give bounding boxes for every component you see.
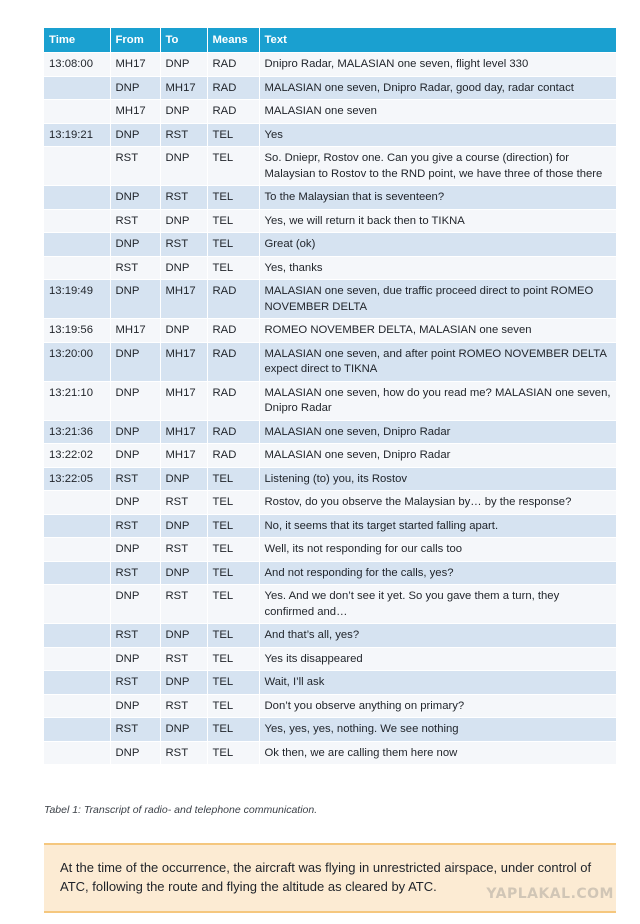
table-row — [44, 514, 616, 538]
to-cell: RST — [160, 186, 207, 210]
text-cell: Dnipro Radar, MALASIAN one seven, flight level 330 — [259, 53, 616, 77]
table-row — [44, 647, 616, 671]
table-row — [44, 694, 616, 718]
time-cell: 13:21:10 — [44, 381, 110, 420]
text-cell: To the Malaysian that is seventeen? — [259, 186, 616, 210]
means-cell: RAD — [207, 381, 259, 420]
watermark: YAPLAKAL.COM — [486, 886, 614, 902]
to-cell: MH17 — [160, 342, 207, 381]
from-cell: DNP — [110, 280, 160, 319]
from-cell: DNP — [110, 342, 160, 381]
means-cell: RAD — [207, 342, 259, 381]
means-cell: TEL — [207, 694, 259, 718]
means-cell: TEL — [207, 233, 259, 257]
table-row — [44, 444, 616, 468]
to-cell: RST — [160, 491, 207, 515]
means-cell: TEL — [207, 647, 259, 671]
to-cell: DNP — [160, 624, 207, 648]
time-cell — [44, 741, 110, 764]
table-row — [44, 76, 616, 100]
header-from: From — [110, 28, 160, 53]
time-cell — [44, 186, 110, 210]
to-cell: DNP — [160, 561, 207, 585]
callout-box — [44, 843, 616, 913]
from-cell: RST — [110, 718, 160, 742]
header-means: Means — [207, 28, 259, 53]
text-cell: MALASIAN one seven, how do you read me? MALASIAN one seven, Dnipro Radar — [259, 381, 616, 420]
to-cell: MH17 — [160, 76, 207, 100]
from-cell: RST — [110, 147, 160, 186]
table-row — [44, 186, 616, 210]
text-cell: Yes — [259, 123, 616, 147]
means-cell: RAD — [207, 280, 259, 319]
from-cell: RST — [110, 671, 160, 695]
callout-text: At the time of the occurrence, the aircraft was flying in unrestricted airspace, under control of ATC, following the route and flying the altitude as cleared by ATC. — [60, 860, 592, 894]
table-row — [44, 420, 616, 444]
to-cell: DNP — [160, 467, 207, 491]
to-cell: RST — [160, 233, 207, 257]
time-cell — [44, 233, 110, 257]
means-cell: RAD — [207, 100, 259, 124]
table-row — [44, 538, 616, 562]
text-cell: MALASIAN one seven, due traffic proceed direct to point ROMEO NOVEMBER DELTA — [259, 280, 616, 319]
table-row — [44, 319, 616, 343]
from-cell: DNP — [110, 123, 160, 147]
text-cell: Wait, I’ll ask — [259, 671, 616, 695]
transcript-body — [44, 53, 616, 765]
from-cell: MH17 — [110, 319, 160, 343]
from-cell: DNP — [110, 444, 160, 468]
table-row — [44, 342, 616, 381]
text-cell: No, it seems that its target started falling apart. — [259, 514, 616, 538]
from-cell: DNP — [110, 741, 160, 764]
from-cell: DNP — [110, 491, 160, 515]
table-caption: Tabel 1: Transcript of radio- and telephone communication. — [44, 804, 318, 816]
means-cell: TEL — [207, 491, 259, 515]
text-cell: MALASIAN one seven — [259, 100, 616, 124]
time-cell — [44, 624, 110, 648]
table-row — [44, 100, 616, 124]
means-cell: TEL — [207, 561, 259, 585]
to-cell: DNP — [160, 671, 207, 695]
time-cell: 13:22:05 — [44, 467, 110, 491]
table-row — [44, 233, 616, 257]
from-cell: RST — [110, 514, 160, 538]
means-cell: RAD — [207, 319, 259, 343]
to-cell: MH17 — [160, 280, 207, 319]
text-cell: Rostov, do you observe the Malaysian by… by the response? — [259, 491, 616, 515]
table-row — [44, 256, 616, 280]
to-cell: MH17 — [160, 444, 207, 468]
from-cell: RST — [110, 624, 160, 648]
means-cell: RAD — [207, 53, 259, 77]
time-cell: 13:08:00 — [44, 53, 110, 77]
from-cell: DNP — [110, 585, 160, 624]
means-cell: TEL — [207, 671, 259, 695]
from-cell: DNP — [110, 647, 160, 671]
to-cell: DNP — [160, 256, 207, 280]
text-cell: Don’t you observe anything on primary? — [259, 694, 616, 718]
table-row — [44, 561, 616, 585]
text-cell: MALASIAN one seven, Dnipro Radar — [259, 420, 616, 444]
from-cell: MH17 — [110, 53, 160, 77]
header-text: Text — [259, 28, 616, 53]
table-row — [44, 671, 616, 695]
text-cell: Well, its not responding for our calls too — [259, 538, 616, 562]
to-cell: DNP — [160, 319, 207, 343]
table-row — [44, 209, 616, 233]
text-cell: Listening (to) you, its Rostov — [259, 467, 616, 491]
time-cell — [44, 209, 110, 233]
table-row — [44, 381, 616, 420]
from-cell: RST — [110, 209, 160, 233]
to-cell: RST — [160, 694, 207, 718]
text-cell: MALASIAN one seven, Dnipro Radar, good day, radar contact — [259, 76, 616, 100]
to-cell: MH17 — [160, 381, 207, 420]
means-cell: RAD — [207, 444, 259, 468]
table-row — [44, 123, 616, 147]
means-cell: TEL — [207, 147, 259, 186]
time-cell: 13:19:49 — [44, 280, 110, 319]
from-cell: DNP — [110, 538, 160, 562]
time-cell — [44, 76, 110, 100]
table-row — [44, 467, 616, 491]
from-cell: DNP — [110, 420, 160, 444]
to-cell: DNP — [160, 53, 207, 77]
transcript-table — [44, 28, 616, 764]
from-cell: DNP — [110, 186, 160, 210]
time-cell: 13:20:00 — [44, 342, 110, 381]
time-cell — [44, 585, 110, 624]
means-cell: TEL — [207, 624, 259, 648]
to-cell: RST — [160, 123, 207, 147]
text-cell: Yes, we will return it back then to TIKNA — [259, 209, 616, 233]
header-to: To — [160, 28, 207, 53]
means-cell: TEL — [207, 209, 259, 233]
from-cell: DNP — [110, 694, 160, 718]
text-cell: Great (ok) — [259, 233, 616, 257]
table-row — [44, 718, 616, 742]
time-cell — [44, 694, 110, 718]
from-cell: RST — [110, 467, 160, 491]
from-cell: DNP — [110, 381, 160, 420]
table-row — [44, 147, 616, 186]
time-cell — [44, 671, 110, 695]
table-row — [44, 624, 616, 648]
text-cell: Yes, thanks — [259, 256, 616, 280]
to-cell: RST — [160, 741, 207, 764]
table-row — [44, 53, 616, 77]
means-cell: TEL — [207, 186, 259, 210]
text-cell: Yes its disappeared — [259, 647, 616, 671]
to-cell: RST — [160, 647, 207, 671]
to-cell: RST — [160, 585, 207, 624]
header-time: Time — [44, 28, 110, 53]
to-cell: MH17 — [160, 420, 207, 444]
means-cell: TEL — [207, 585, 259, 624]
means-cell: TEL — [207, 256, 259, 280]
time-cell — [44, 100, 110, 124]
to-cell: DNP — [160, 100, 207, 124]
table-header-row — [44, 28, 616, 53]
time-cell — [44, 491, 110, 515]
means-cell: RAD — [207, 420, 259, 444]
from-cell: RST — [110, 561, 160, 585]
text-cell: Yes, yes, yes, nothing. We see nothing — [259, 718, 616, 742]
means-cell: TEL — [207, 467, 259, 491]
text-cell: So. Dniepr, Rostov one. Can you give a course (direction) for Malaysian to Rostov to the RND point, we have three of those there — [259, 147, 616, 186]
from-cell: DNP — [110, 233, 160, 257]
text-cell: ROMEO NOVEMBER DELTA, MALASIAN one seven — [259, 319, 616, 343]
time-cell — [44, 718, 110, 742]
to-cell: DNP — [160, 147, 207, 186]
text-cell: And not responding for the calls, yes? — [259, 561, 616, 585]
from-cell: RST — [110, 256, 160, 280]
time-cell: 13:21:36 — [44, 420, 110, 444]
from-cell: DNP — [110, 76, 160, 100]
time-cell: 13:22:02 — [44, 444, 110, 468]
table-row — [44, 280, 616, 319]
to-cell: DNP — [160, 209, 207, 233]
means-cell: TEL — [207, 514, 259, 538]
text-cell: MALASIAN one seven, Dnipro Radar — [259, 444, 616, 468]
to-cell: RST — [160, 538, 207, 562]
time-cell — [44, 647, 110, 671]
text-cell: MALASIAN one seven, and after point ROMEO NOVEMBER DELTA expect direct to TIKNA — [259, 342, 616, 381]
text-cell: Ok then, we are calling them here now — [259, 741, 616, 764]
time-cell — [44, 538, 110, 562]
from-cell: MH17 — [110, 100, 160, 124]
to-cell: DNP — [160, 718, 207, 742]
time-cell — [44, 147, 110, 186]
means-cell: TEL — [207, 741, 259, 764]
means-cell: TEL — [207, 718, 259, 742]
means-cell: TEL — [207, 123, 259, 147]
time-cell: 13:19:21 — [44, 123, 110, 147]
text-cell: And that’s all, yes? — [259, 624, 616, 648]
time-cell — [44, 256, 110, 280]
time-cell: 13:19:56 — [44, 319, 110, 343]
table-row — [44, 585, 616, 624]
means-cell: TEL — [207, 538, 259, 562]
time-cell — [44, 561, 110, 585]
table-row — [44, 491, 616, 515]
time-cell — [44, 514, 110, 538]
means-cell: RAD — [207, 76, 259, 100]
text-cell: Yes. And we don’t see it yet. So you gave them a turn, they confirmed and… — [259, 585, 616, 624]
table-row — [44, 741, 616, 764]
to-cell: DNP — [160, 514, 207, 538]
